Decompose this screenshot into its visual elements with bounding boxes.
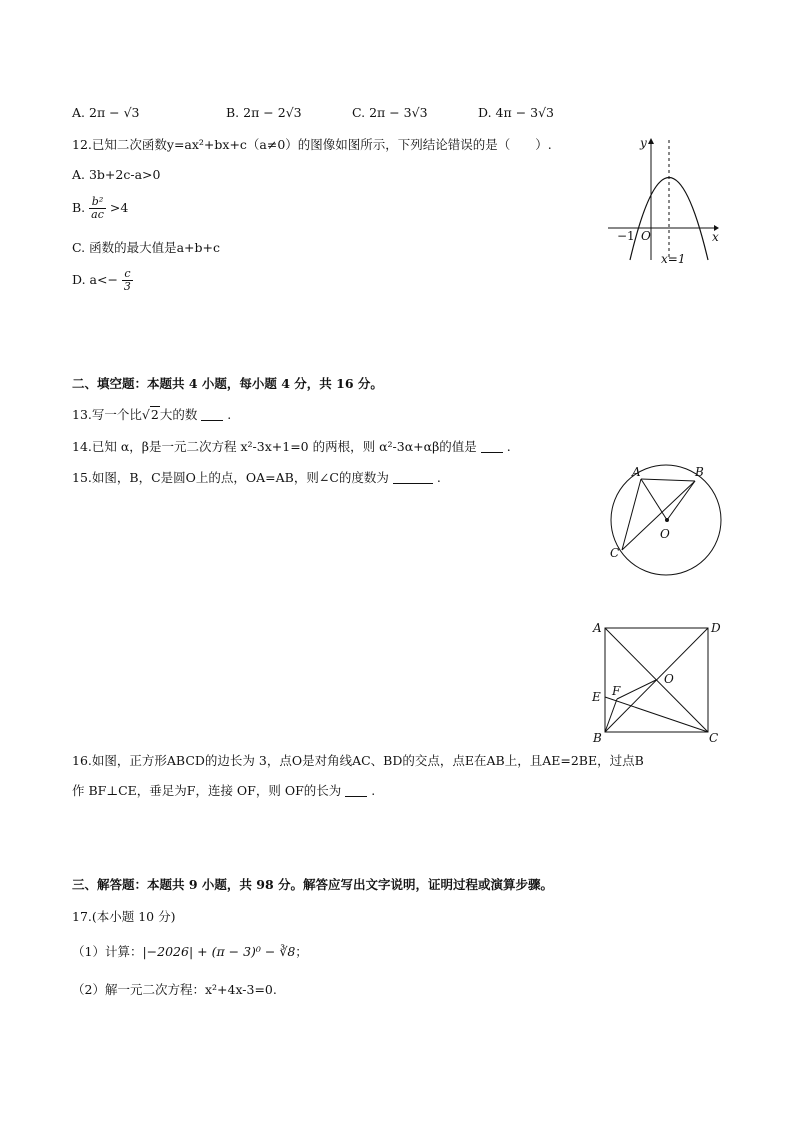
q11-option-c: C. 2π − 3√3 [352, 105, 428, 120]
q16-line1: 16.如图，正方形ABCD的边长为 3，点O是对角线AC、BD的交点，点E在AB上，且AE=2BE，过点B [72, 753, 644, 768]
q17-part2: （2）解一元二次方程：x²+4x-3=0. [72, 982, 277, 997]
q12-option-b: B. $\frac{\text{b²}}{ac}$ >4 [72, 195, 129, 222]
label-d: D [711, 621, 721, 635]
q16-square-figure [590, 620, 730, 745]
label-o: O [664, 672, 674, 686]
label-c: C [610, 546, 620, 560]
q11-option-b: B. 2π − 2√3 [226, 105, 302, 120]
segment-ob [667, 481, 695, 520]
q12-option-a: A. 3b+2c-a>0 [72, 167, 161, 182]
segment-ce [605, 697, 708, 732]
symmetry-label: x=1 [661, 252, 686, 266]
x-label: x [712, 230, 719, 244]
y-axis-arrow [648, 138, 654, 144]
segment-ca [622, 479, 641, 550]
segment-of [617, 680, 656, 699]
section2-title: 二、填空题：本题共 4 小题，每小题 4 分，共 16 分。 [72, 376, 383, 391]
q17-title: 17.(本小题 10 分) [72, 909, 176, 924]
center-point [665, 518, 669, 522]
neg1-label: −1 [617, 229, 635, 243]
q14-answer-blank[interactable] [481, 440, 503, 453]
q16-answer-blank[interactable] [345, 784, 367, 797]
q15-circle-figure [600, 462, 730, 587]
label-f: F [612, 684, 621, 698]
y-label: y [640, 136, 647, 150]
q11-option-d: D. 4π − 3√3 [478, 105, 555, 120]
segment-bf [605, 699, 617, 732]
q16-line2: 作 BF⊥CE，垂足为F，连接 OF，则 OF的长为 . [72, 783, 376, 798]
label-o: O [660, 527, 670, 541]
label-c: C [709, 731, 719, 745]
q17-part1: （1）计算：|−2026| + (π − 3)⁰ − ∛8； [72, 944, 308, 959]
q12-parabola-figure [608, 135, 758, 265]
label-b: B [695, 465, 704, 479]
segment-ab [641, 479, 695, 481]
q13: 13.写一个比√2大的数 . [72, 407, 232, 422]
q15-answer-blank[interactable] [393, 471, 433, 484]
segment-cb [622, 481, 695, 550]
label-e: E [592, 690, 601, 704]
origin-label: O [641, 229, 651, 243]
label-a: A [593, 621, 602, 635]
q15: 15.如图，B，C是圆O上的点，OA=AB，则∠C的度数为 . [72, 470, 441, 485]
q11-option-a: A. 2π − √3 [72, 105, 140, 120]
q12-option-d: D. a<− $\frac{c}{3}$ [72, 267, 131, 294]
q12-stem: 12.已知二次函数y=ax²+bx+c（a≠0）的图像如图所示，下列结论错误的是（ ）. [72, 137, 552, 152]
segment-oa [641, 479, 667, 520]
label-b: B [593, 731, 602, 745]
q13-answer-blank[interactable] [201, 408, 223, 421]
section3-title: 三、解答题：本题共 9 小题，共 98 分。解答应写出文字说明，证明过程或演算步骤。 [72, 877, 554, 892]
q12-option-c: C. 函数的最大值是a+b+c [72, 240, 220, 255]
q14: 14.已知 α，β是一元二次方程 x²-3x+1=0 的两根，则 α²-3α+αβ的值是 . [72, 439, 511, 454]
label-a: A [632, 465, 641, 479]
